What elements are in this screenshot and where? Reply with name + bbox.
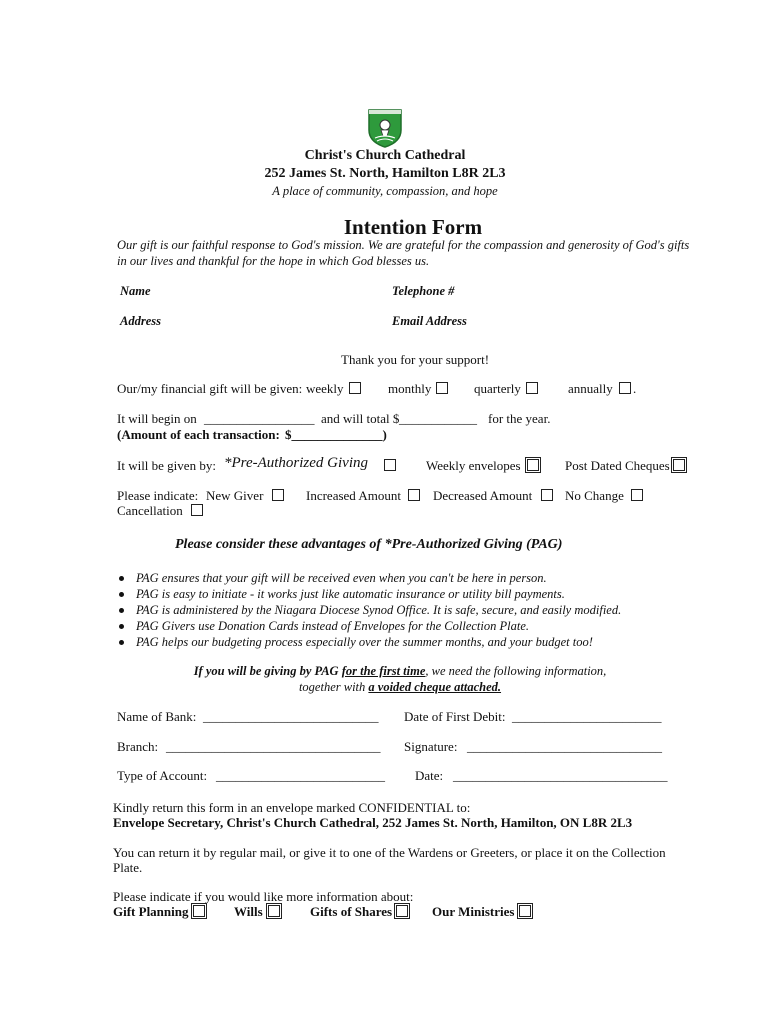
pag-option-label: *Pre-Authorized Giving [224, 455, 369, 471]
gift-planning-checkbox[interactable] [193, 905, 205, 917]
for-year-text: for the year. [488, 411, 551, 426]
begin-text: It will begin on [117, 411, 197, 426]
account-type-label: Type of Account: [117, 768, 208, 783]
voided-cheque-requirement: a voided cheque attached. [368, 680, 502, 694]
wills-label: Wills [234, 904, 263, 919]
new-giver-checkbox[interactable] [272, 489, 284, 501]
cancellation-label: Cancellation [117, 503, 183, 518]
first-time-part-1: If you will be giving by PAG [193, 664, 342, 678]
date-label: Date: [415, 768, 444, 783]
envelopes-checkbox[interactable] [527, 459, 539, 471]
begin-date-blank[interactable]: _________________ [204, 411, 315, 426]
first-debit-blank[interactable]: _______________________ [512, 709, 662, 724]
indicate-label: Please indicate: [117, 488, 199, 503]
frequency-label: Our/my financial gift will be given: [117, 381, 303, 396]
name-field-label[interactable]: Name [120, 284, 151, 298]
cancellation-checkbox[interactable] [191, 504, 203, 516]
total-text: and will total $ [321, 411, 400, 426]
pag-point-5: PAG helps our budgeting process especially over the summer months, and your budget too! [136, 635, 593, 649]
pag-advantages-heading: Please consider these advantages of *Pre-Authorized Giving (PAG) [175, 537, 563, 552]
annually-checkbox[interactable] [619, 382, 631, 394]
email-field-label[interactable]: Email Address [392, 314, 467, 328]
mail-info-line-2: Plate. [113, 860, 143, 875]
church-tagline: A place of community, compassion, and hope [272, 184, 498, 198]
monthly-checkbox[interactable] [436, 382, 448, 394]
bullet-2 [119, 592, 124, 597]
more-info-label: Please indicate if you would like more information about: [113, 889, 414, 904]
date-blank[interactable]: _________________________________ [453, 768, 668, 783]
return-instructions: Kindly return this form in an envelope marked CONFIDENTIAL to: [113, 800, 471, 815]
form-title: Intention Form [343, 215, 483, 239]
no-change-checkbox[interactable] [631, 489, 643, 501]
bank-name-blank[interactable]: ___________________________ [203, 709, 379, 724]
mail-info-line-1: You can return it by regular mail, or give it to one of the Wardens or Greeters, or place it on the Collection [113, 845, 666, 860]
first-time-notice-line-2 [0, 680, 770, 695]
account-type-blank[interactable]: __________________________ [216, 768, 385, 783]
bullet-4 [119, 624, 124, 629]
return-address: Envelope Secretary, Christ's Church Cathedral, 252 James St. North, Hamilton, ON L8R 2L3 [113, 815, 633, 830]
telephone-field-label[interactable]: Telephone # [392, 284, 455, 298]
decreased-amount-checkbox[interactable] [541, 489, 553, 501]
thank-you-text: Thank you for your support! [341, 352, 490, 367]
frequency-quarterly-label: quarterly [474, 381, 521, 396]
signature-blank[interactable]: ______________________________ [467, 739, 662, 754]
amount-each-label: (Amount of each transaction: [117, 427, 280, 442]
frequency-annually-label: annually [568, 381, 613, 396]
bank-name-label: Name of Bank: [117, 709, 197, 724]
first-time-part-3: , we need the following information, [425, 664, 607, 678]
pag-point-1: PAG ensures that your gift will be received even when you can't be here in person. [136, 571, 547, 585]
method-label: It will be given by: [117, 458, 216, 473]
church-address: 252 James St. North, Hamilton L8R 2L3 [264, 166, 506, 181]
bullet-1 [119, 576, 124, 581]
branch-blank[interactable]: _________________________________ [166, 739, 381, 754]
gift-planning-label: Gift Planning [113, 904, 189, 919]
no-change-label: No Change [565, 488, 624, 503]
address-field-label[interactable]: Address [120, 314, 161, 328]
cheques-option-label: Post Dated Cheques [565, 458, 670, 473]
first-time-emphasis: for the first time [341, 664, 426, 678]
decreased-amount-label: Decreased Amount [433, 488, 533, 503]
branch-label: Branch: [117, 739, 159, 754]
cheques-checkbox[interactable] [673, 459, 685, 471]
signature-label: Signature: [404, 739, 458, 754]
quarterly-checkbox[interactable] [526, 382, 538, 394]
bullet-5 [119, 640, 124, 645]
first-debit-label: Date of First Debit: [404, 709, 506, 724]
total-amount-blank[interactable]: ____________ [399, 411, 477, 426]
weekly-checkbox[interactable] [349, 382, 361, 394]
our-ministries-label: Our Ministries [432, 904, 515, 919]
amount-each-blank[interactable]: $______________) [285, 427, 387, 442]
our-ministries-checkbox[interactable] [519, 905, 531, 917]
increased-amount-label: Increased Amount [306, 488, 401, 503]
church-name: Christ's Church Cathedral [304, 148, 466, 163]
new-giver-label: New Giver [206, 488, 264, 503]
envelopes-option-label: Weekly envelopes [426, 458, 521, 473]
pag-point-4: PAG Givers use Donation Cards instead of Envelopes for the Collection Plate. [136, 619, 530, 633]
wills-checkbox[interactable] [268, 905, 280, 917]
pag-point-2: PAG is easy to initiate - it works just like automatic insurance or utility bill payments. [136, 587, 565, 601]
frequency-weekly-label: weekly [306, 381, 344, 396]
intro-line-1: Our gift is our faithful response to God's mission. We are grateful for the compassion and generosity of God's gifts [117, 238, 690, 252]
gifts-of-shares-checkbox[interactable] [396, 905, 408, 917]
frequency-end-period: . [633, 381, 637, 396]
intro-line-2: in our lives and thankful for the hope in which God blesses us. [117, 254, 430, 268]
increased-amount-checkbox[interactable] [408, 489, 420, 501]
gifts-of-shares-label: Gifts of Shares [310, 904, 393, 919]
pag-point-3: PAG is administered by the Niagara Diocese Synod Office. It is safe, secure, and easily modified. [136, 603, 622, 617]
first-time-notice-line-1 [0, 664, 770, 679]
bullet-3 [119, 608, 124, 613]
frequency-monthly-label: monthly [388, 381, 432, 396]
cathedral-crest-logo [367, 108, 403, 148]
pag-checkbox[interactable] [384, 459, 396, 471]
first-time-together: together with [298, 680, 369, 694]
